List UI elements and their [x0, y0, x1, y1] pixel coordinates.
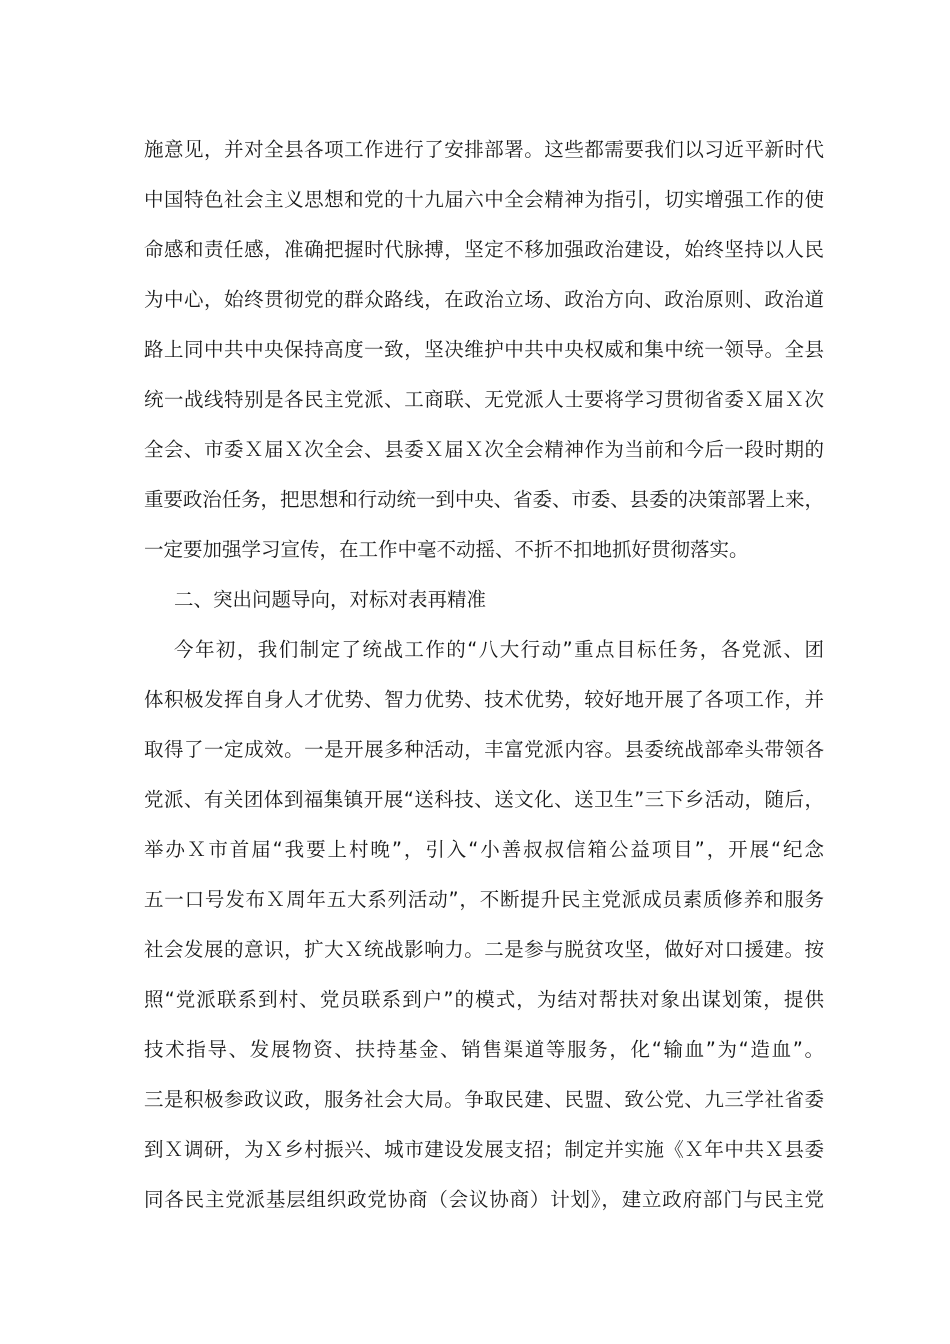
text-line: 五一口号发布Ｘ周年五大系列活动”，不断提升民主党派成员素质修养和服务 — [144, 888, 825, 911]
text-line: 重要政治任务，把思想和行动统一到中央、省委、市委、县委的决策部署上来， — [144, 488, 824, 511]
text-line: 今年初，我们制定了统战工作的“八大行动”重点目标任务，各党派、团 — [174, 638, 826, 661]
text-line: 党派、有关团体到福集镇开展“送科技、送文化、送卫生”三下乡活动，随后， — [144, 788, 825, 811]
text-line: 中国特色社会主义思想和党的十九届六中全会精神为指引，切实增强工作的使 — [144, 188, 825, 211]
text-line: 为中心，始终贯彻党的群众路线，在政治立场、政治方向、政治原则、政治道 — [144, 288, 825, 311]
text-line: 同各民主党派基层组织政党协商（会议协商）计划》，建立政府部门与民主党 — [144, 1188, 825, 1211]
text-line: 一定要加强学习宣传，在工作中毫不动摇、不折不扣地抓好贯彻落实。 — [144, 538, 749, 561]
text-line: 取得了一定成效。一是开展多种活动，丰富党派内容。县委统战部牵头带领各 — [144, 738, 825, 761]
text-line: 路上同中共中央保持高度一致，坚决维护中共中央权威和集中统一领导。全县 — [144, 338, 825, 361]
text-line: 技术指导、发展物资、扶持基金、销售渠道等服务，化“输血”为“造血”。 — [144, 1038, 826, 1061]
body-text — [144, 125, 824, 1225]
text-line: 体积极发挥自身人才优势、智力优势、技术优势，较好地开展了各项工作，并 — [144, 688, 825, 711]
text-line: 社会发展的意识，扩大Ｘ统战影响力。二是参与脱贫攻坚，做好对口援建。按 — [144, 938, 825, 961]
text-line: 三是积极参政议政，服务社会大局。争取民建、民盟、致公党、九三学社省委 — [144, 1088, 825, 1111]
section-heading: 二、突出问题导向，对标对表再精准 — [174, 588, 487, 611]
text-line: 到Ｘ调研，为Ｘ乡村振兴、城市建设发展支招；制定并实施《Ｘ年中共Ｘ县委 — [144, 1138, 825, 1161]
text-line: 施意见，并对全县各项工作进行了安排部署。这些都需要我们以习近平新时代 — [144, 138, 825, 161]
text-line: 照“党派联系到村、党员联系到户”的模式，为结对帮扶对象出谋划策，提供 — [144, 988, 826, 1011]
text-line: 统一战线特别是各民主党派、工商联、无党派人士要将学习贯彻省委Ｘ届Ｘ次 — [144, 388, 825, 411]
text-line: 命感和责任感，准确把握时代脉搏，坚定不移加强政治建设，始终坚持以人民 — [144, 238, 825, 261]
text-line: 举办Ｘ市首届“我要上村晚”，引入“小善叔叔信箱公益项目”，开展“纪念 — [144, 838, 826, 861]
text-line: 全会、市委Ｘ届Ｘ次全会、县委Ｘ届Ｘ次全会精神作为当前和今后一段时期的 — [144, 438, 825, 461]
